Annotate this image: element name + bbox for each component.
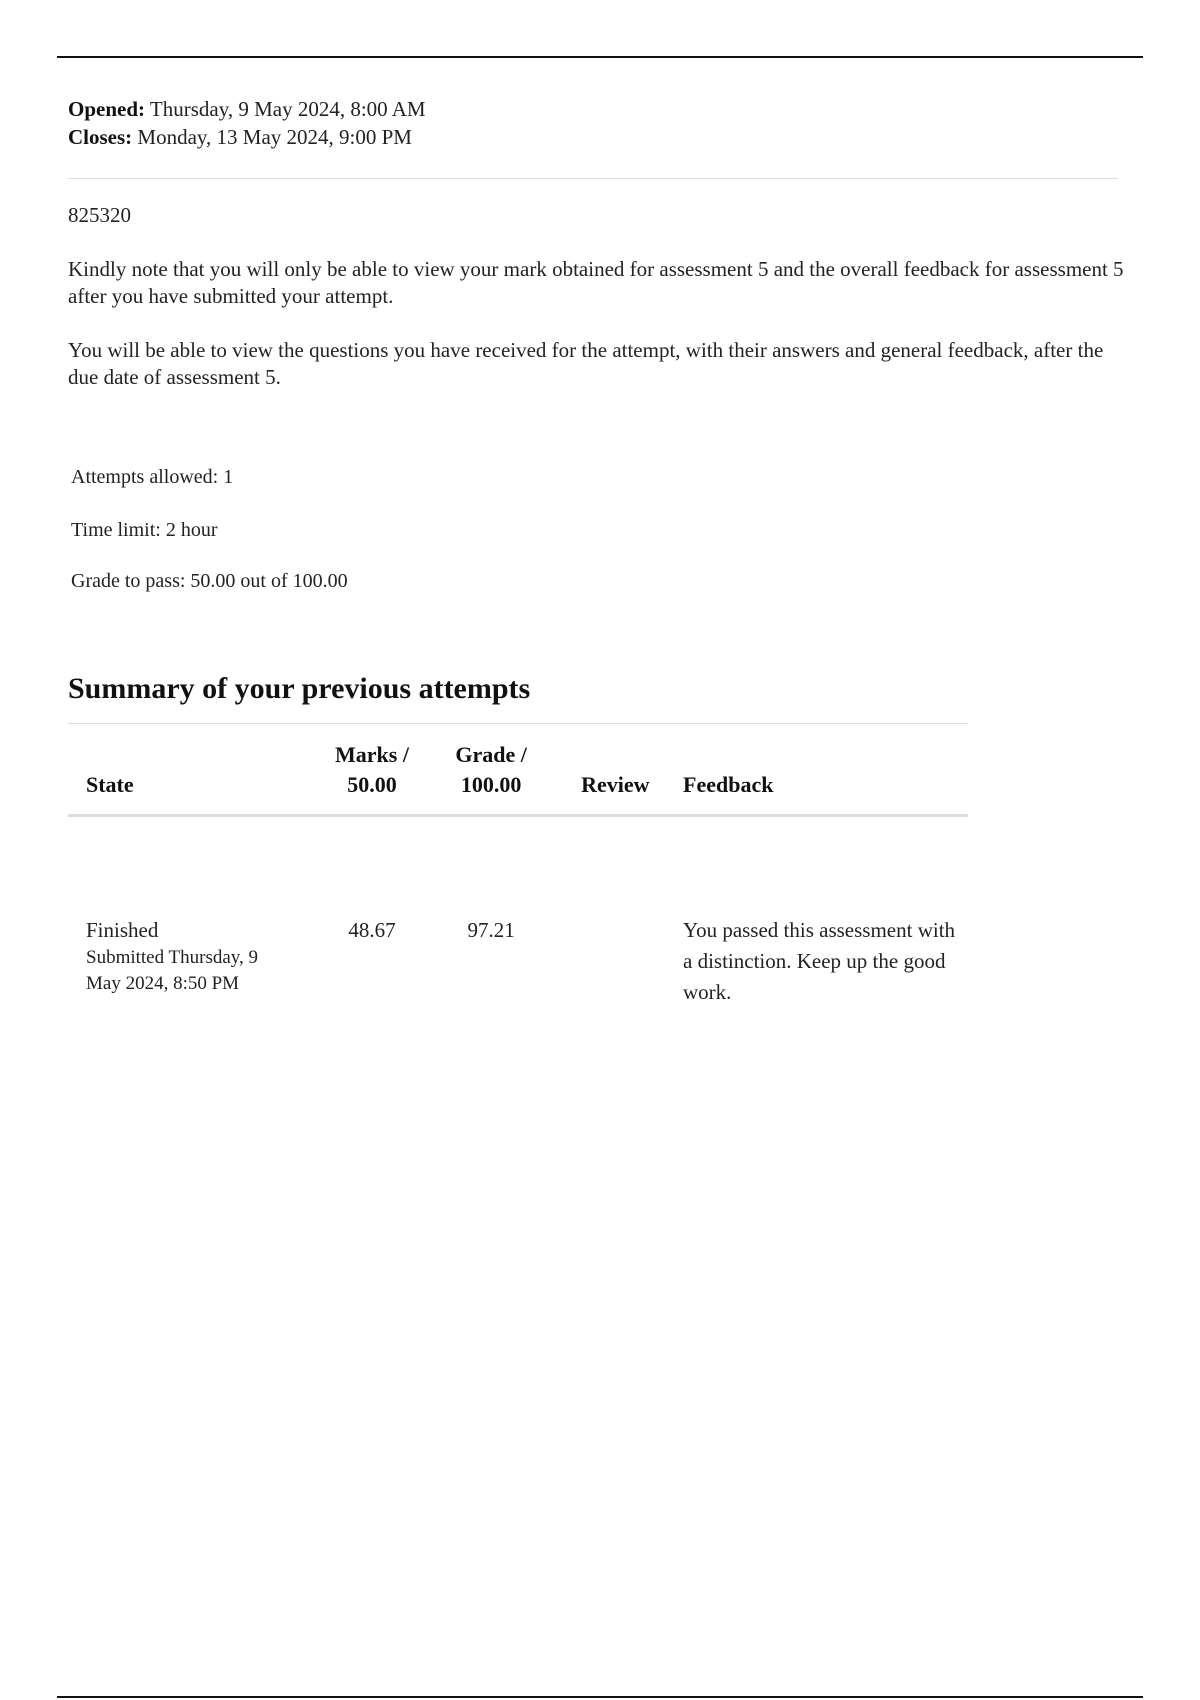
attempts-summary-table: [68, 740, 968, 1008]
assessment-code: 825320: [68, 203, 131, 227]
closes-value: Monday, 13 May 2024, 9:00 PM: [137, 125, 412, 149]
cell-state: [68, 816, 315, 1009]
header-state: State: [68, 740, 315, 816]
grade-to-pass: Grade to pass: 50.00 out of 100.00: [71, 570, 348, 592]
summary-heading: Summary of your previous attempts: [68, 672, 531, 705]
opened-label: Opened:: [68, 97, 146, 121]
closes-line: [68, 123, 426, 151]
attempt-feedback: You passed this assessment with a distinction. Keep up the good work.: [683, 918, 956, 1004]
opened-line: [68, 95, 426, 123]
header-grade-line2: 100.00: [460, 772, 522, 797]
header-marks: [315, 740, 430, 816]
opened-value: Thursday, 9 May 2024, 8:00 AM: [149, 97, 426, 121]
page-top-rule: [57, 56, 1143, 58]
attempts-allowed: Attempts allowed: 1: [71, 466, 234, 488]
closes-label: Closes:: [68, 125, 133, 149]
cell-review[interactable]: [553, 816, 678, 1009]
intro-note-questions: You will be able to view the questions you have received for the attempt, with their answers and general feedback, after the due date of assessment 5.: [68, 338, 1104, 389]
attempt-state: Finished: [86, 918, 159, 942]
header-grade: [429, 740, 552, 816]
cell-feedback: [678, 816, 968, 1009]
header-marks-line2: 50.00: [347, 772, 397, 797]
intro-note-mark: Kindly note that you will only be able to view your mark obtained for assessment 5 and the overall feedback for assessment 5 after you have submitted your attempt.: [68, 257, 1124, 308]
table-header-row: [68, 740, 968, 816]
header-marks-line1: Marks /: [335, 742, 409, 767]
cell-marks: 48.67: [348, 918, 396, 942]
time-limit: Time limit: 2 hour: [71, 519, 218, 541]
table-row: [68, 816, 968, 1009]
cell-grade: 97.21: [467, 918, 515, 942]
header-feedback: Feedback: [678, 740, 968, 816]
header-review: Review: [553, 740, 678, 816]
summary-heading-rule: [68, 723, 968, 724]
header-grade-line1: Grade /: [455, 742, 527, 767]
attempt-submitted: Submitted Thursday, 9 May 2024, 8:50 PM: [86, 947, 259, 994]
quiz-dates: [68, 95, 426, 151]
dates-divider: [68, 178, 1118, 179]
page-bottom-rule: [57, 1696, 1143, 1698]
